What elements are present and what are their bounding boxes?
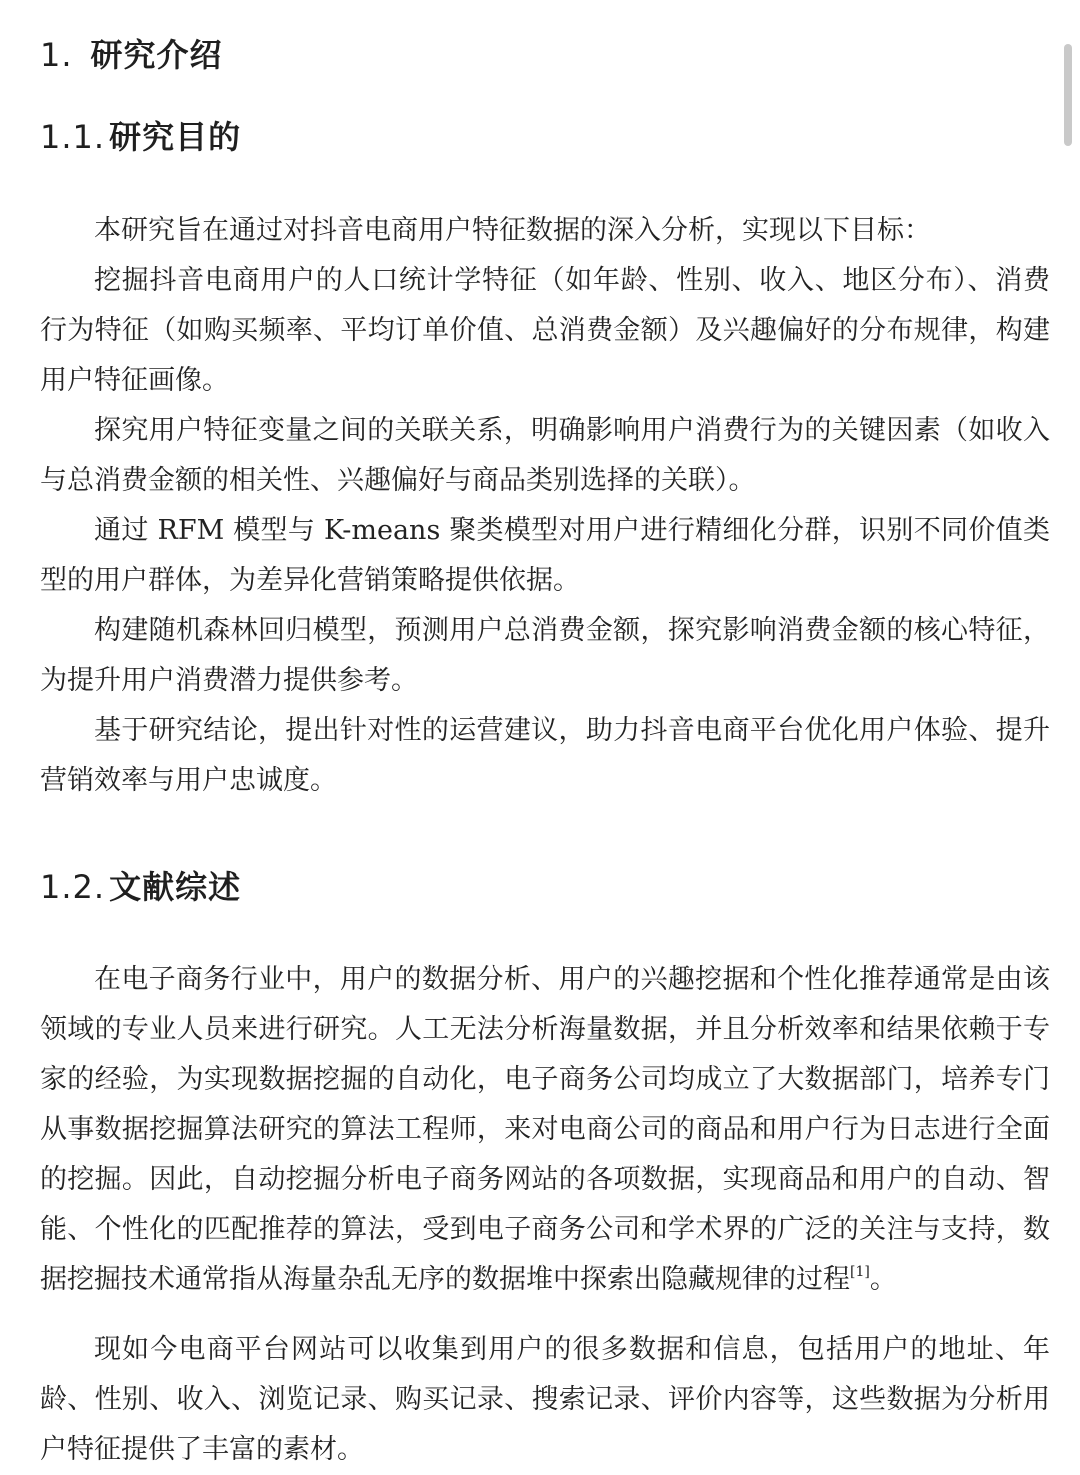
chapter-title: 研究介绍 [90,36,223,74]
paragraph: 基于研究结论，提出针对性的运营建议，助力抖音电商平台优化用户体验、提升营销效率与用户忠诚度。 [40,715,1050,796]
paragraph: 本研究旨在通过对抖音电商用户特征数据的深入分析，实现以下目标： [94,215,931,246]
section-heading-research-purpose [40,112,241,158]
literature-review-body [40,955,1050,1475]
chapter-heading [40,30,223,76]
section-number: 1.2. [40,868,106,906]
section-title: 文献综述 [109,868,242,906]
research-purpose-body [40,206,1050,806]
chapter-number: 1. [40,36,73,74]
section-title: 研究目的 [109,118,242,156]
section-number: 1.1. [40,118,106,156]
vertical-scrollbar[interactable] [1064,44,1072,146]
paragraph: 现如今电商平台网站可以收集到用户的很多数据和信息，包括用户的地址、年龄、性别、收入、浏览记录、购买记录、搜索记录、评价内容等，这些数据为分析用户特征提供了丰富的素材。 [40,1334,1050,1465]
paragraph: 通过 RFM 模型与 K-means 聚类模型对用户进行精细化分群，识别不同价值类型的用户群体，为差异化营销策略提供依据。 [40,515,1050,596]
paragraph [40,955,1050,1305]
paragraph-end: 。 [869,1264,897,1295]
paragraph: 构建随机森林回归模型，预测用户总消费金额，探究影响消费金额的核心特征，为提升用户消费潜力提供参考。 [40,615,1050,696]
citation-link[interactable]: [1] [850,1264,870,1280]
paragraph: 挖掘抖音电商用户的人口统计学特征（如年龄、性别、收入、地区分布）、消费行为特征（如购买频率、平均订单价值、总消费金额）及兴趣偏好的分布规律，构建用户特征画像。 [40,265,1050,396]
paragraph-text: 在电子商务行业中，用户的数据分析、用户的兴趣挖据和个性化推荐通常是由该领域的专业人员来进行研究。人工无法分析海量数据，并且分析效率和结果依赖于专家的经验，为实现数据挖掘的自动化，电子商务公司均成立了大数据部门，培养专门从事数据挖掘算法研究的算法工程师，来对电商公司的商品和用户行为日志进行全面的挖掘。因此，自动挖掘分析电子商务网站的各项数据，实现商品和用户的自动、智能、个性化的匹配推荐的算法，受到电子商务公司和学术界的广泛的关注与支持，数据挖掘技术通常指从海量杂乱无序的数据堆中探索出隐藏规律的过程 [40,964,1050,1295]
section-heading-literature-review [40,862,241,908]
paragraph: 探究用户特征变量之间的关联关系，明确影响用户消费行为的关键因素（如收入与总消费金额的相关性、兴趣偏好与商品类别选择的关联）。 [40,415,1050,496]
